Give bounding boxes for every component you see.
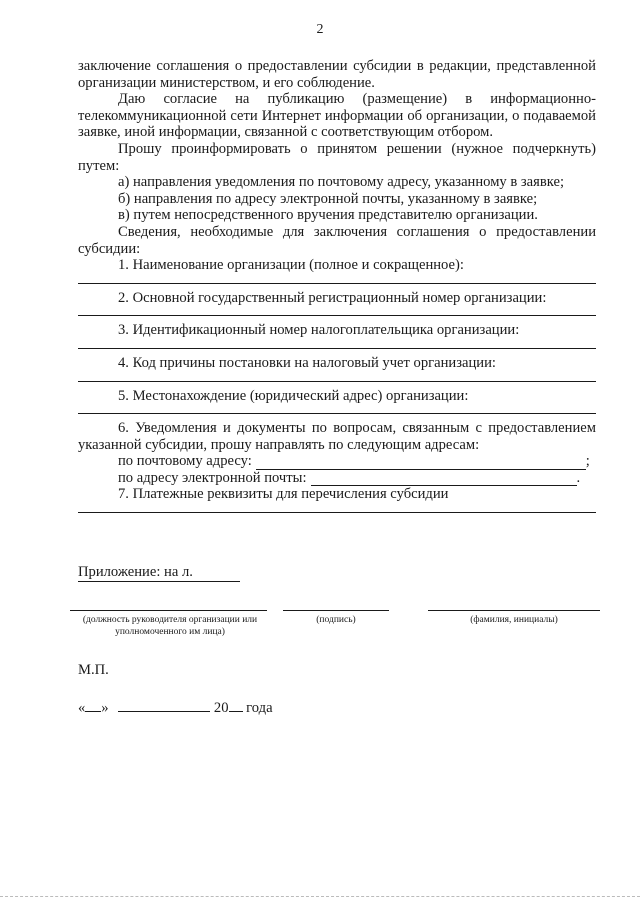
date-month-field[interactable] [118,698,210,712]
stamp-place: М.П. [78,662,109,678]
date-year-field[interactable] [229,698,243,712]
date-day-field[interactable] [85,698,101,712]
field-line-kpp[interactable] [78,381,596,382]
position-caption: (должность руководителя организации или уполномоченного им лица) [82,615,258,637]
attachment-label: Приложение: на л. [78,564,193,580]
postal-address-end: ; [585,453,590,470]
paragraph-agreement: заключение соглашения о предоставлении субсидии в редакции, представленной организации министерством, и его соблюдение. [78,58,596,91]
field-line-ogrn[interactable] [78,315,596,316]
page-number: 2 [316,22,324,37]
field-line-address[interactable] [78,413,596,414]
postal-address-row [78,453,596,470]
paragraph-notifications: 6. Уведомления и документы по вопросам, связанным с предоставлением указанной субсидии, прошу направлять по следующим адресам: [78,420,596,453]
email-address-field[interactable] [311,472,577,486]
field-line-inn[interactable] [78,348,596,349]
option-direct: в) путем непосредственного вручения представителю организации. [118,207,538,224]
date-year-prefix: 20 [213,700,229,716]
field-line-org-name[interactable] [78,283,596,284]
field-label-kpp: 4. Код причины постановки на налоговый учет организации: [118,354,496,371]
document-body [78,58,596,519]
name-caption: (фамилия, инициалы) [470,615,558,625]
paragraph-consent: Даю согласие на публикацию (размещение) в информационно-телекоммуникационной сети Интернет информации об организации, о подаваемой заявке, иной информации, связанной с соответствующим отбором. [78,91,596,141]
field-label-ogrn: 2. Основной государственный регистрационный номер организации: [118,289,547,306]
option-email: б) направления по адресу электронной почты, указанному в заявке; [118,190,538,207]
field-label-org-name: 1. Наименование организации (полное и сокращенное): [118,257,464,274]
signature-line[interactable] [283,610,389,611]
option-postal: а) направления уведомления по почтовому адресу, указанному в заявке; [118,174,565,191]
attachment-underline [78,581,240,582]
date-row [78,698,273,717]
email-address-end: . [576,469,581,486]
postal-address-label: по почтовому адресу: [118,453,252,470]
scan-edge-artifact [0,896,640,901]
field-label-address: 5. Местонахождение (юридический адрес) организации: [118,387,469,404]
paragraph-inform-request: Прошу проинформировать о принятом решении (нужное подчеркнуть) путем: [78,140,596,174]
postal-address-field[interactable] [256,456,586,470]
position-signature-line[interactable] [70,610,267,611]
field-label-payment: 7. Платежные реквизиты для перечисления субсидии [118,486,449,503]
date-open-quote: « [78,700,86,716]
email-address-label: по адресу электронной почты: [118,469,307,486]
date-year-suffix: года [246,700,273,716]
signature-caption: (подпись) [316,615,356,625]
paragraph-agreement-info: Сведения, необходимые для заключения соглашения о предоставлении субсидии: [78,223,596,257]
date-close-quote: » [101,700,109,716]
name-signature-line[interactable] [428,610,600,611]
field-label-inn: 3. Идентификационный номер налогоплательщика организации: [118,322,520,339]
field-line-payment[interactable] [78,512,596,513]
email-address-row [78,470,596,487]
